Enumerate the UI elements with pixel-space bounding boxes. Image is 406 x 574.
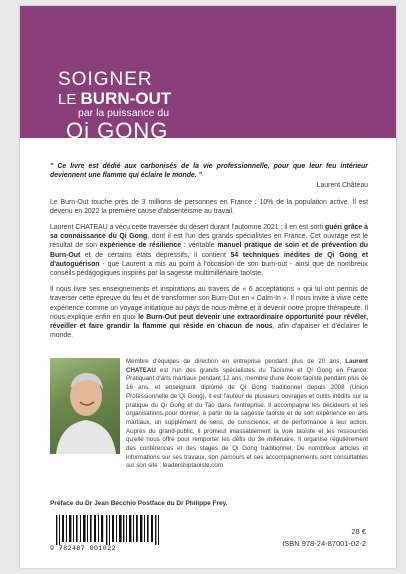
p2-bold: 54 techniques inédites de Qi Gong et d'autoguérison [50,251,368,268]
barcode [50,513,168,553]
p3-text: , afin d'apaiser et d'éclairer le monde. [50,323,368,340]
title-line-4: Qi GONG [66,117,169,143]
price: 28 € [351,527,366,536]
bio-first-part [126,358,368,471]
author-bio [50,358,368,471]
title-line-3: par la puissance du [78,107,170,119]
p2-text: , dont il est l'un des grands spécialistes en France. Cet ouvrage est le résultat de son [50,233,369,250]
preface-credits: Préface du Dr Jean Becchio Postface du Dr Philippe Frey. [50,500,228,507]
p2-bold: manuel pratique de soin et de prévention du Burn-Out [50,242,368,259]
p2-text: et de certains états dépressifs, il contient [80,251,231,259]
back-cover [20,6,396,568]
barcode-icon [50,513,168,545]
book-title [58,70,308,142]
dedication-quote: " Ce livre est dédié aux carbonisés de la vie professionnelle, pour que leur feu intérieur deviennent une flamme qui éclaire le monde. " [50,163,368,180]
p2-text: Laurent CHATEAU a vécu cette traversée du désert durant l'automne 2021 : il en est sorti [50,224,326,232]
paragraph-3 [50,285,368,340]
title-line-2-prefix: LE [58,91,77,108]
p2-bold: expérience de résilience [99,242,182,250]
quote-author: Laurent Château [316,182,368,190]
bio-text-c: est l'un des grands spécialistes du Taoïsme et Qi Gong en France. Pratiquant d'arts martiaux pendant 12 ans, membre d'une école taoïste pendant plus de 16 ans, et enseignant diplômé de Qi Gong traditionnel depuis 2008 (Union Professionnelle de Qi Gong), il est l'auteur de plusieurs ouvrages et outils inédits sur la pratique du Qi Gong et du Tao dans l'entreprise. Il accompagne les décideurs et les organisations pour donner, à partir de la sagesse taoïste et de son expérience en arts martiaux, un supplément de sens, de conscience, et de performance à leur action. Auprès du grand-public, il promeut inlassablement la voie taoïste et les ressources qu'elle nous offre pour remporter les défis du 3e millénaire. Il organise régulièrement des conférences et des stages de Qi Gong traditionnel. De nombreux articles et informations sur ses travaux, son parcours et ses accompagnements sont consultables sur son site : leadershiptaoiste.com [126,366,368,470]
title-line-1: SOIGNER [58,69,153,90]
bio-author-name: Laurent CHATEAU [126,358,368,374]
price-isbn [282,526,366,550]
p3-bold: le Burn-Out peut devenir une extraordinaire opportunité pour révéler, réveiller et faire grandir la flamme qui réside en chacun de nous [50,313,368,331]
paragraph-2 [50,223,368,278]
author-portrait-icon [50,358,120,454]
barcode-number: 9 782487 001022 [50,545,117,552]
p2-text: - que Laurent a mis au point à l'occasion de son burn-out - ainsi que de nombreux conseils pédagogiques inspirés par la sagesse multimillénaire taoïste. [50,260,368,278]
p2-text: : véritable [181,242,218,250]
p2-bold: guéri grâce à sa connaissance du Qi Gong [50,224,368,241]
title-line-2-bold: BURN-OUT [80,89,172,108]
title-line-2 [58,90,308,107]
author-photo [50,358,120,454]
back-cover-text [50,162,368,347]
isbn: ISBN 978-24-87001-02-2 [282,539,366,548]
paragraph-1: Le Burn-Out touche près de 3 millions de personnes en France : 10% de la population active. Il est devenu en 2022 la première cause d'absentéisme au travail. [50,198,368,215]
bio-text-a: Membre d'équipes de direction en entreprise pendant plus de 20 ans, [126,358,346,365]
p3-text: Il nous livre ses enseignements et inspirations au travers de « 6 acceptations » qui lui ont permis de traverser cette épreuve du feu et de transformer son Burn-Out en « Calm-In ». Il nous invite à vivre cette expérience comme un voyage initiatique au pays de nous-même et à devenir notre propre thérapeute. Il nous explique enfin en quoi [50,286,368,321]
